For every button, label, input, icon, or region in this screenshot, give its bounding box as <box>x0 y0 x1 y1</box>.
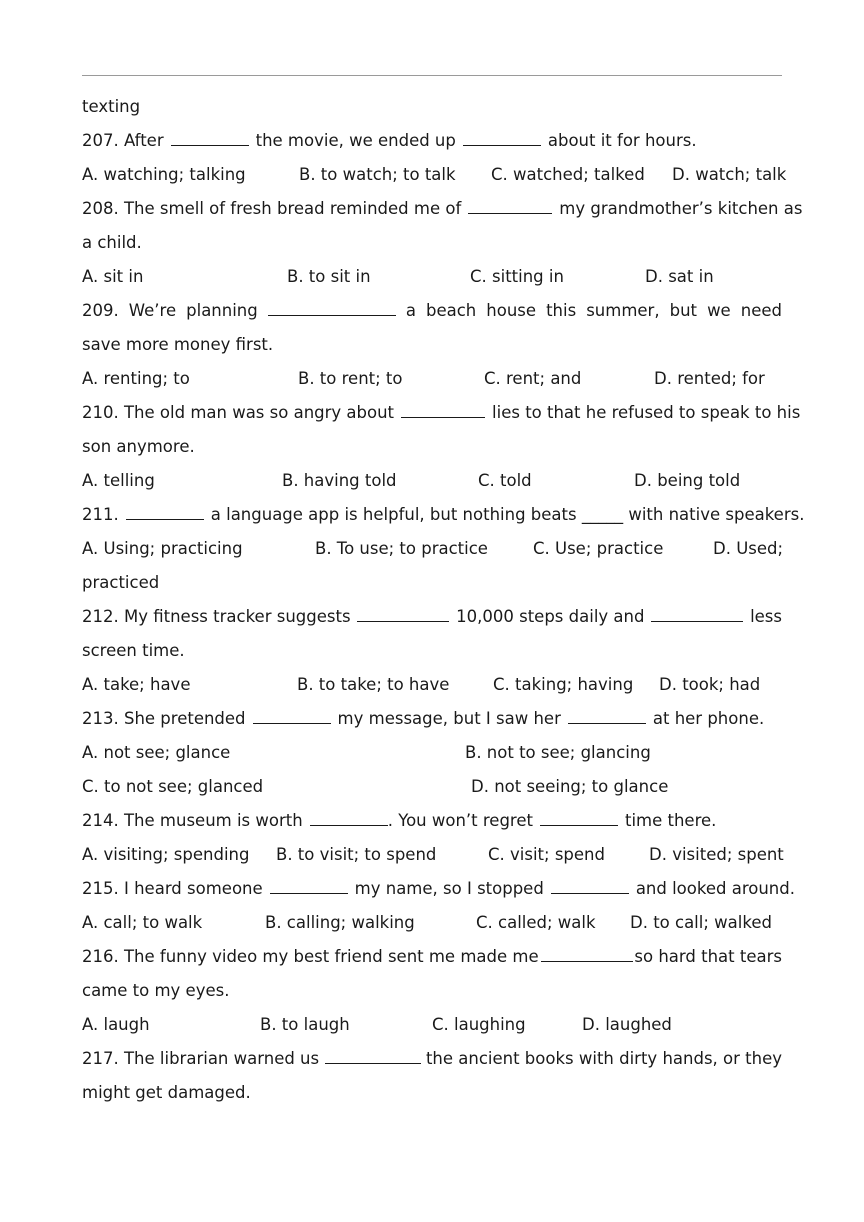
answer-blank[interactable] <box>541 943 633 962</box>
question-212-end: less <box>750 607 782 626</box>
option-d[interactable]: D. Used; <box>713 539 784 558</box>
option-b[interactable]: B. to watch; to talk <box>299 165 456 184</box>
option-d[interactable]: D. laughed <box>582 1015 672 1034</box>
question-215-start: 215. I heard someone <box>82 879 263 898</box>
answer-blank[interactable] <box>540 807 618 826</box>
answer-blank[interactable] <box>126 501 204 520</box>
option-d[interactable]: D. visited; spent <box>649 845 784 864</box>
answer-blank[interactable] <box>551 875 629 894</box>
options-216 <box>82 1008 782 1042</box>
question-210-start: 210. The old man was so angry about <box>82 403 395 422</box>
answer-blank[interactable] <box>401 399 485 418</box>
word: we <box>707 301 731 320</box>
answer-blank[interactable] <box>310 807 388 826</box>
option-c[interactable]: C. rent; and <box>484 369 582 388</box>
answer-blank[interactable] <box>463 127 541 146</box>
question-215-end: and looked around. <box>635 879 795 898</box>
option-c[interactable]: C. laughing <box>432 1015 526 1034</box>
question-207 <box>82 124 782 158</box>
option-c[interactable]: C. visit; spend <box>488 845 605 864</box>
answer-blank[interactable] <box>568 705 646 724</box>
option-c[interactable]: C. called; walk <box>476 913 596 932</box>
question-212 <box>82 600 782 634</box>
option-a[interactable]: A. Using; practicing <box>82 539 243 558</box>
option-c[interactable]: C. told <box>478 471 532 490</box>
options-210 <box>82 464 782 498</box>
question-213-start: 213. She pretended <box>82 709 246 728</box>
question-217-cont <box>82 1076 782 1110</box>
word: planning <box>186 301 258 320</box>
option-c[interactable]: C. sitting in <box>470 267 564 286</box>
question-208-start: 208. The smell of fresh bread reminded me of <box>82 199 462 218</box>
option-c[interactable]: C. taking; having <box>493 675 634 694</box>
word: a <box>405 301 416 320</box>
option-a[interactable]: A. sit in <box>82 267 144 286</box>
answer-blank[interactable] <box>325 1045 421 1064</box>
question-208 <box>82 192 803 226</box>
answer-blank[interactable] <box>253 705 331 724</box>
word: need <box>740 301 782 320</box>
question-217-line2: might get damaged. <box>82 1083 251 1102</box>
answer-blank[interactable] <box>468 195 552 214</box>
question-216-start: 216. The funny video my best friend sent me made me <box>82 947 539 966</box>
previous-tail-text: texting <box>82 97 141 116</box>
question-210-cont <box>82 430 782 464</box>
question-214 <box>82 804 782 838</box>
previous-question-tail <box>82 90 782 124</box>
option-b[interactable]: B. not to see; glancing <box>465 743 651 762</box>
question-214-start: 214. The museum is worth <box>82 811 303 830</box>
question-212-start: 212. My fitness tracker suggests <box>82 607 351 626</box>
option-a[interactable]: A. laugh <box>82 1015 150 1034</box>
word: beach <box>425 301 477 320</box>
option-c[interactable]: C. Use; practice <box>533 539 664 558</box>
question-210-end: lies to that he refused to speak to his <box>492 403 801 422</box>
word: house <box>486 301 537 320</box>
option-d[interactable]: D. watch; talk <box>672 165 787 184</box>
option-a[interactable]: A. call; to walk <box>82 913 203 932</box>
options-214 <box>82 838 782 872</box>
option-a[interactable]: A. renting; to <box>82 369 190 388</box>
question-212-middle: 10,000 steps daily and <box>456 607 645 626</box>
question-209 <box>82 294 782 328</box>
question-217 <box>82 1042 782 1076</box>
worksheet <box>82 90 805 1110</box>
question-209-line2: save more money first. <box>82 335 274 354</box>
option-a[interactable]: A. take; have <box>82 675 191 694</box>
option-b[interactable]: B. to sit in <box>287 267 371 286</box>
question-207-start: 207. After <box>82 131 164 150</box>
question-212-cont <box>82 634 782 668</box>
option-b[interactable]: B. having told <box>282 471 397 490</box>
question-216 <box>82 940 782 974</box>
question-208-cont <box>82 226 782 260</box>
question-214-end: time there. <box>624 811 717 830</box>
question-211 <box>82 498 805 532</box>
option-c[interactable]: C. to not see; glanced <box>82 777 264 796</box>
answer-blank[interactable] <box>171 127 249 146</box>
options-215 <box>82 906 782 940</box>
question-217-start: 217. The librarian warned us <box>82 1049 320 1068</box>
option-d[interactable]: D. being told <box>634 471 741 490</box>
option-b[interactable]: B. To use; to practice <box>315 539 488 558</box>
question-213-middle: my message, but I saw her <box>337 709 561 728</box>
question-211-start: 211. <box>82 505 119 524</box>
question-216-line2: came to my eyes. <box>82 981 230 1000</box>
options-213-ab <box>82 736 782 770</box>
option-b[interactable]: B. calling; walking <box>265 913 415 932</box>
answer-blank[interactable] <box>357 603 449 622</box>
option-d[interactable]: D. sat in <box>645 267 714 286</box>
answer-blank[interactable] <box>651 603 743 622</box>
options-211 <box>82 532 782 566</box>
question-210 <box>82 396 801 430</box>
word: this <box>546 301 577 320</box>
question-216-cont <box>82 974 782 1008</box>
option-a[interactable]: A. telling <box>82 471 155 490</box>
word: 209. <box>82 301 119 320</box>
question-211-end: a language app is helpful, but nothing beats _____ with native speakers. <box>210 505 805 524</box>
word: but <box>669 301 698 320</box>
option-d[interactable]: D. rented; for <box>654 369 765 388</box>
question-213 <box>82 702 782 736</box>
word: summer, <box>586 301 660 320</box>
option-b[interactable]: B. to laugh <box>260 1015 350 1034</box>
question-214-middle: . You won’t regret <box>387 811 533 830</box>
option-b[interactable]: B. to take; to have <box>297 675 450 694</box>
word: We’re <box>128 301 177 320</box>
question-212-line2: screen time. <box>82 641 185 660</box>
question-210-line2: son anymore. <box>82 437 195 456</box>
option-a[interactable]: A. visiting; spending <box>82 845 250 864</box>
question-215 <box>82 872 795 906</box>
options-211-cont <box>82 566 782 600</box>
option-d[interactable]: D. to call; walked <box>630 913 772 932</box>
question-217-end: the ancient books with dirty hands, or they <box>425 1049 782 1068</box>
option-b[interactable]: B. to visit; to spend <box>276 845 437 864</box>
options-207 <box>82 158 787 192</box>
option-d-continued: practiced <box>82 573 160 592</box>
options-209 <box>82 362 782 396</box>
option-a[interactable]: A. not see; glance <box>82 743 231 762</box>
option-d[interactable]: D. not seeing; to glance <box>471 777 669 796</box>
header-rule <box>82 75 782 76</box>
answer-blank[interactable] <box>270 875 348 894</box>
question-209-cont <box>82 328 782 362</box>
question-216-end: so hard that tears <box>634 947 782 966</box>
question-215-middle: my name, so I stopped <box>354 879 544 898</box>
question-213-end: at her phone. <box>652 709 765 728</box>
answer-blank[interactable] <box>268 297 396 316</box>
options-208 <box>82 260 782 294</box>
question-207-end: about it for hours. <box>547 131 697 150</box>
question-208-line2: a child. <box>82 233 142 252</box>
options-212 <box>82 668 782 702</box>
option-a[interactable]: A. watching; talking <box>82 165 246 184</box>
options-213-cd <box>82 770 782 804</box>
option-b[interactable]: B. to rent; to <box>298 369 403 388</box>
question-208-end: my grandmother’s kitchen as <box>559 199 803 218</box>
option-d[interactable]: D. took; had <box>659 675 761 694</box>
question-207-middle: the movie, we ended up <box>255 131 456 150</box>
option-c[interactable]: C. watched; talked <box>491 165 645 184</box>
